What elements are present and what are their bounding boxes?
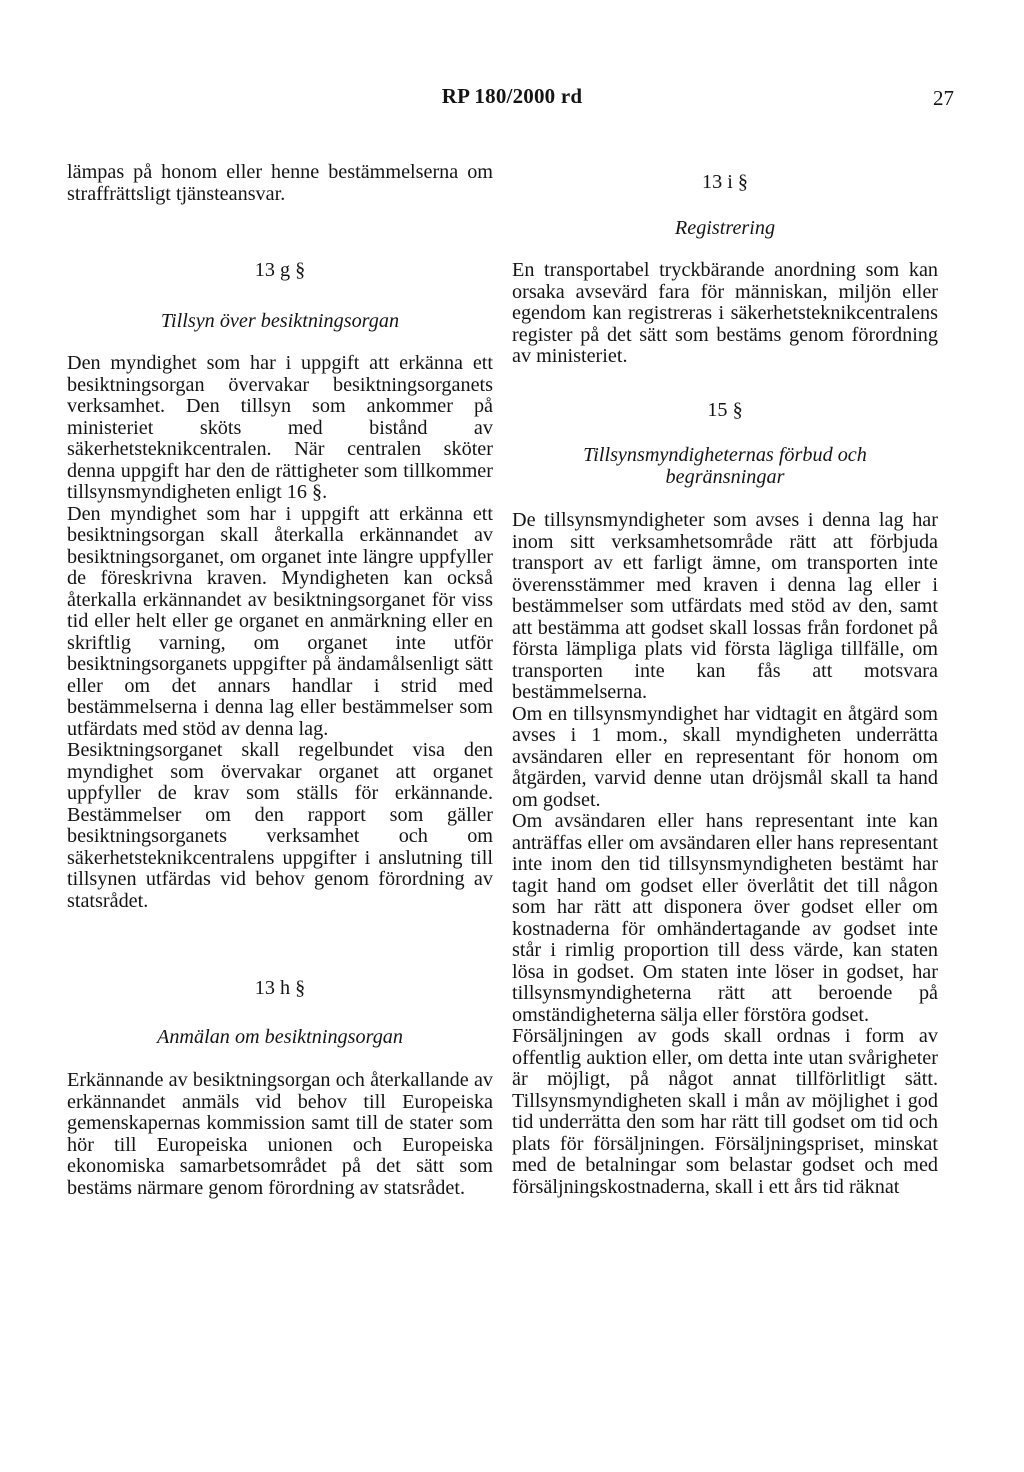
section-13i	[512, 172, 938, 368]
section-number: 15 §	[707, 398, 743, 421]
paragraph: En transportabel tryckbärande anordning som kan orsaka avsevärd fara för människan, miljön eller egendom kan registreras i säkerhetsteknikcentralens register på det sätt som bestäms genom förordning av ministeriet.	[512, 259, 938, 367]
right-column	[512, 162, 938, 1198]
section-heading: Tillsynsmyndigheternas förbud och begränsningar	[583, 444, 867, 488]
section-number: 13 i §	[702, 171, 748, 193]
continuation-paragraph: lämpas på honom eller henne bestämmelserna om straffrättsligt tjänsteansvar.	[67, 161, 493, 205]
paragraph: Erkännande av besiktningsorgan och återkallande av erkännandet anmäls vid behov till Europeiska gemenskapernas kommission samt till de stater som hör till Europeiska unionen och Europeiska ekonomiska samarbetsområdet på det sätt som bestäms närmare genom förordning av statsrådet.	[67, 1069, 493, 1199]
section-15	[512, 400, 938, 1199]
paragraph: Besiktningsorganet skall regelbundet visa den myndighet som övervakar organet att organet uppfyller de krav som ställs för erkännande. Bestämmelser om den rapport som gäller besiktningsorganets verksamhet och om säkerhetsteknikcentralens uppgifter i anslutning till tillsynen utfärdas vid behov genom förordning av statsrådet.	[67, 739, 493, 912]
paragraph: Den myndighet som har i uppgift att erkänna ett besiktningsorgan övervakar besiktningsorganets verksamhet. Den tillsyn som ankommer på ministeriet sköts med bistånd av säkerhetsteknikcentralen. När centralen sköter denna uppgift har den de rättigheter som tillkommer tillsynsmyndigheten enligt 16 §.	[67, 352, 493, 503]
paragraph: Den myndighet som har i uppgift att erkänna ett besiktningsorgan skall återkalla erkännandet av besiktningsorganet, om organet inte längre uppfyller de föreskrivna kraven. Myndigheten kan också återkalla erkännandet av besiktningsorganet för viss tid eller helt eller ge organet en anmärkning eller en skriftlig varning, om organet inte utför besiktningsorganets uppgifter på ändamålsenligt sätt eller om det annars handlar i strid med bestämmelserna i denna lag eller bestämmelser som utfärdats med stöd av denna lag.	[67, 502, 493, 740]
paragraph: Om en tillsynsmyndighet har vidtagit en åtgärd som avses i 1 mom., skall myndigheten underrätta avsändaren eller en representant för honom om åtgärden, varvid denne utan dröjsmål skall ta hand om godset.	[512, 702, 938, 811]
left-column	[67, 162, 493, 1199]
section-number: 13 h §	[254, 977, 306, 999]
section-number: 13 g §	[254, 259, 306, 281]
section-13g	[67, 260, 493, 912]
paragraph: Försäljningen av gods skall ordnas i form av offentlig auktion eller, om detta inte utan svårigheter är möjligt, på något annat tillförlitligt sätt. Tillsynsmyndigheten skall i mån av möjlighet i god tid underrätta den som har rätt till godset om tid och plats för försäljningen. Försäljningspriset, minskat med de betalningar som belastar godset och med försäljningskostnaderna, skall i ett års tid räknat	[512, 1025, 938, 1198]
section-13h	[67, 978, 493, 1199]
paragraph: De tillsynsmyndigheter som avses i denna lag har inom sitt verksamhetsområde rätt att förbjuda transport av ett farligt ämne, om transporten inte överensstämmer med kraven i denna lag eller i bestämmelser som utfärdats med stöd av den, samt att bestämma att godset skall lossas från fordonet på första lämpliga plats vid första lägliga tillfälle, om transporten inte kan fås att motsvara bestämmelserna.	[512, 509, 938, 703]
document-reference: RP 180/2000 rd	[441, 84, 583, 108]
page-number: 27	[933, 86, 954, 110]
section-heading: Registrering	[674, 216, 776, 239]
page-header	[0, 84, 1024, 114]
section-heading: Anmälan om besiktningsorgan	[157, 1025, 403, 1048]
paragraph: Om avsändaren eller hans representant inte kan anträffas eller om avsändaren eller hans representant inte inom den tid tillsynsmyndigheten bestämt har tagit hand om godset eller överlåtit det till någon som har rätt att disponera över godset eller om kostnaderna för omhändertagande av godset inte står i rimlig proportion till dess värde, kan staten lösa in godset. Om staten inte löser in godset, har tillsynsmyndigheterna rätt att beroende på omständigheterna sälja eller förstöra godset.	[512, 810, 938, 1026]
section-heading: Tillsyn över besiktningsorgan	[160, 309, 400, 332]
